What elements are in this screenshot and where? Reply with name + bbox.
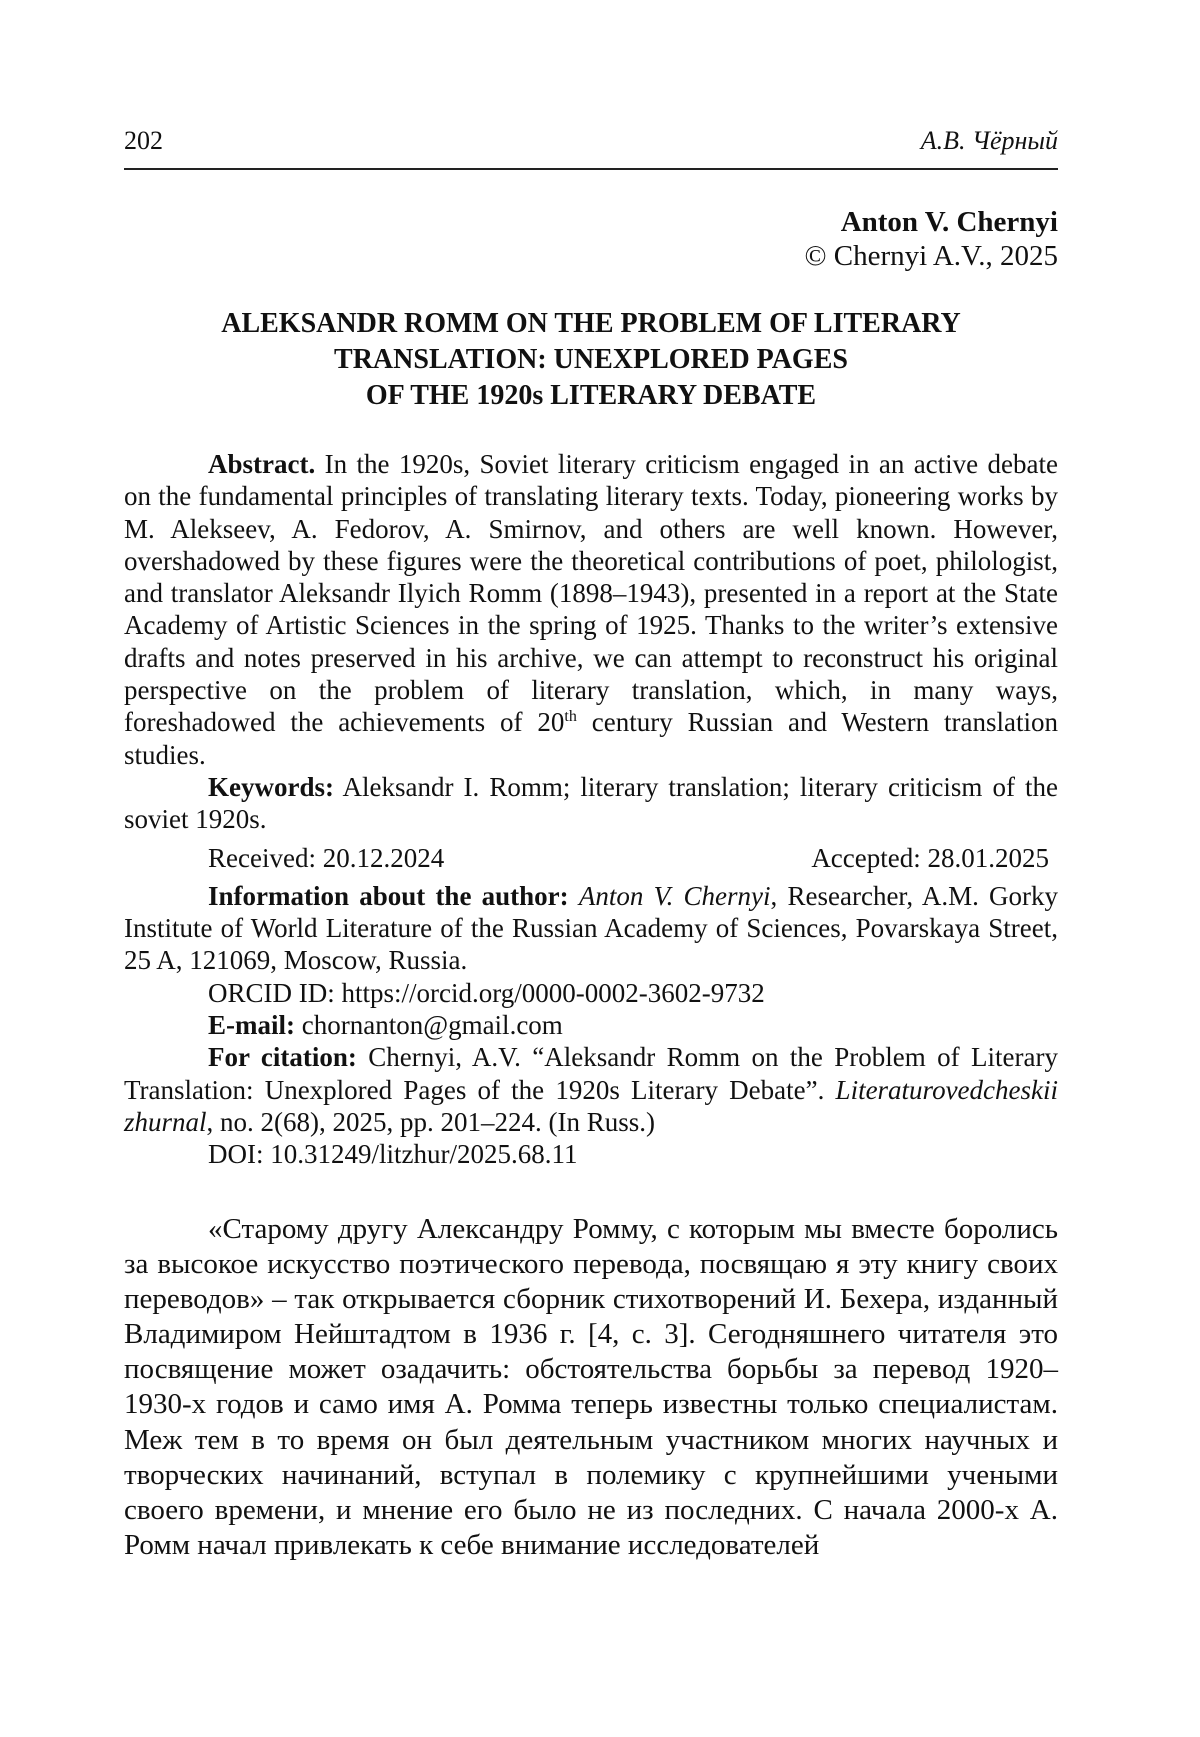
- title-line: ALEKSANDR ROMM ON THE PROBLEM OF LITERARY: [221, 308, 961, 339]
- keywords-label: Keywords:: [208, 771, 334, 802]
- author-block: [804, 205, 1058, 273]
- citation-details: , no. 2(68), 2025, pp. 201–224. (In Russ.): [206, 1106, 656, 1137]
- author-info-text: , Researcher, A.M. Gorky Institute of World Literature of the Russian Academy of Sciences, Povarskaya Street, 25 A, 121069, Moscow, Russia.: [124, 880, 1059, 976]
- article-body: [124, 1212, 1058, 1563]
- title-line: OF THE 1920s LITERARY DEBATE: [365, 380, 817, 411]
- doi-line: DOI: 10.31249/litzhur/2025.68.11: [208, 1139, 578, 1170]
- author-info-label: Information about the author:: [208, 880, 569, 911]
- copyright-line: © Chernyi A.V., 2025: [804, 240, 1058, 272]
- received-date: Received: 20.12.2024: [208, 842, 445, 873]
- abstract-label: Abstract.: [208, 449, 316, 479]
- author-name: Anton V. Chernyi: [840, 206, 1058, 238]
- email-label: E-mail:: [208, 1010, 295, 1041]
- running-author: А.В. Чёрный: [920, 126, 1058, 155]
- email-value: chornanton@gmail.com: [295, 1010, 563, 1041]
- accepted-date: Accepted: 28.01.2025: [811, 842, 1049, 873]
- abstract-text: In the 1920s, Soviet literary criticism engaged in an active debate on the fundamental principles of translating literary texts. Today, pioneering works by M. Alekseev, A. Fedorov, A. Smirnov, and others are well known. However, overshadowed by these figures were the theoretical contributions of poet, philologist, and translator Aleksandr Ilyich Romm (1898–1943), presented in a report at the State Academy of Artistic Sciences in the spring of 1925. Thanks to the writer’s extensive drafts and notes preserved in his archive, we can attempt to reconstruct his original perspective on the problem of literary translation, which, in many ways, foreshadowed the achievements of 20: [124, 449, 1058, 738]
- dates-row: [124, 842, 1058, 874]
- author-info-name: Anton V. Chernyi: [578, 880, 771, 911]
- page-number: 202: [124, 126, 163, 155]
- citation-text: Chernyi, A.V. “Aleksandr Romm on the Problem of Literary Translation: Unexplored Pages of the 1920s Literary Debate”.: [124, 1042, 1059, 1105]
- title-line: TRANSLATION: UNEXPLORED PAGES: [334, 344, 848, 375]
- article-metadata: [124, 448, 1058, 1171]
- citation-paragraph: [124, 1041, 1058, 1138]
- ordinal-suffix: th: [564, 708, 577, 726]
- abstract-paragraph: [124, 448, 1058, 771]
- keywords-text: Aleksandr I. Romm; literary translation; literary criticism of the soviet 1920s.: [124, 771, 1058, 835]
- citation-journal: Literaturovedcheskii zhurnal: [124, 1074, 1058, 1137]
- running-head: [124, 128, 1058, 170]
- orcid-line: ORCID ID: https://orcid.org/0000-0002-3602-9732: [208, 977, 765, 1008]
- abstract-text-end: century Russian and Western translation studies.: [124, 707, 1058, 770]
- body-paragraph: «Старому другу Александру Ромму, с которым мы вместе боролись за высокое искусство поэтического перевода, посвящаю я эту книгу своих переводов» – так открывается сборник стихотворений И. Бехера, изданный Владимиром Нейштадтом в 1936 г. [4, с. 3]. Сегодняшнего читателя это посвящение может озадачить: обстоятельства борьбы за перевод 1920–1930-х годов и само имя А. Ромма теперь известны только специалистам. Меж тем в то время он был деятельным участником многих научных и творческих начинаний, вступал в полемику с крупнейшими учеными своего времени, и мнение его было не из последних. С начала 2000-х А. Ромм начал привлекать к себе внимание исследователей: [124, 1213, 1058, 1561]
- keywords-paragraph: [124, 771, 1058, 836]
- email-line: [124, 1009, 1058, 1041]
- citation-label: For citation:: [208, 1042, 357, 1073]
- author-info-paragraph: [124, 880, 1058, 977]
- article-title: [124, 306, 1058, 414]
